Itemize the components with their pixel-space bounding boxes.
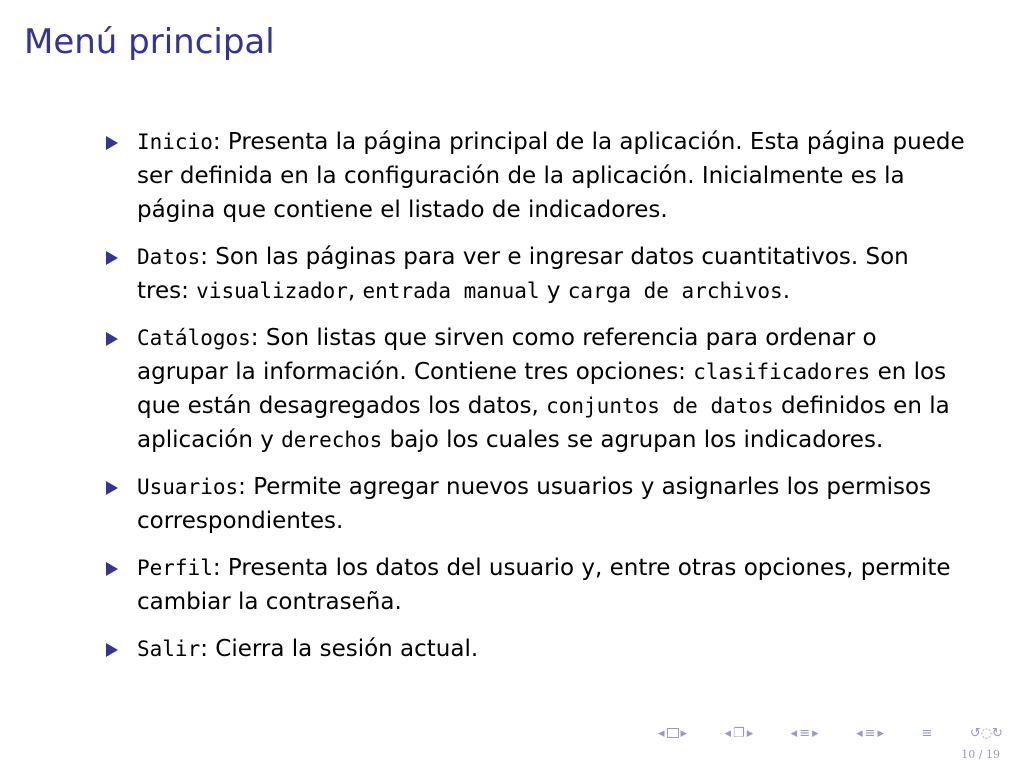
bullet-text: : Son las páginas para ver e ingresar datos cuantitativos. Son tres: — [137, 244, 909, 304]
bullet-text: : Cierra la sesión actual. — [200, 636, 479, 662]
triangle-bullet-icon — [106, 332, 118, 346]
bullet-item — [105, 125, 965, 227]
bullet-text: , — [347, 278, 363, 304]
menu-term: Salir — [137, 637, 201, 661]
bullet-item — [105, 632, 965, 666]
bullet-text: . — [782, 278, 791, 304]
menu-term: Perfil — [137, 556, 213, 580]
nav-prev-section-icon[interactable]: ◂ — [790, 725, 798, 741]
bullet-item — [105, 551, 965, 619]
bullet-text: y — [539, 278, 568, 304]
nav-next-subsection-icon[interactable]: ▸ — [746, 725, 754, 741]
triangle-bullet-icon — [106, 251, 118, 265]
nav-part-group — [856, 726, 884, 741]
bullet-item — [105, 470, 965, 538]
inline-code: conjuntos de datos — [546, 394, 774, 418]
triangle-bullet-icon — [106, 136, 118, 150]
nav-frame-group — [658, 726, 687, 741]
nav-prev-subsection-icon[interactable]: ◂ — [724, 725, 732, 741]
bullet-list — [105, 125, 965, 679]
bullet-text: definidos en la aplicación y — [137, 393, 950, 453]
bullet-text: : Presenta la página principal de la aplicación. Esta página puede ser definida en la configuración de la aplicación. Inicialmente es la página que contiene el listado de indicadores. — [137, 129, 965, 223]
menu-term: Datos — [137, 245, 201, 269]
triangle-bullet-icon — [106, 643, 118, 657]
bullet-text: : Permite agregar nuevos usuarios y asignarles los permisos correspondientes. — [137, 474, 932, 534]
nav-frame-icon — [667, 728, 679, 738]
bullet-text: bajo los cuales se agrupan los indicadores. — [382, 427, 884, 453]
inline-code: carga de archivos — [567, 279, 783, 303]
nav-document-icon[interactable]: ≡ — [921, 725, 933, 741]
bullet-item — [105, 321, 965, 457]
nav-subsection-group — [725, 726, 754, 741]
nav-next-section-icon[interactable]: ▸ — [812, 725, 819, 741]
navigation-bar — [658, 724, 1003, 742]
triangle-bullet-icon — [106, 481, 118, 495]
nav-section-group — [791, 726, 819, 741]
page-number: 10 / 19 — [961, 748, 1000, 761]
nav-subsection-icon: ❐ — [733, 725, 745, 741]
bullet-text: en los que están desagregados los datos, — [137, 359, 947, 419]
bullet-text: : Presenta los datos del usuario y, entre otras opciones, permite cambiar la contraseña. — [137, 555, 951, 615]
nav-next-frame-icon[interactable]: ▸ — [680, 725, 688, 741]
nav-prev-part-icon[interactable]: ◂ — [856, 725, 863, 741]
inline-code: derechos — [281, 428, 383, 452]
menu-term: Inicio — [137, 130, 213, 154]
bullet-text: : Son listas que sirven como referencia para ordenar o agrupar la información. Contiene tres opciones: — [137, 325, 877, 385]
menu-term: Usuarios — [137, 475, 239, 499]
nav-prev-frame-icon[interactable]: ◂ — [658, 725, 665, 741]
nav-part-icon: ≡ — [864, 725, 876, 741]
menu-term: Catálogos — [137, 326, 251, 350]
nav-search-icon[interactable]: ↺◌↻ — [969, 725, 1003, 741]
slide-title: Menú principal — [24, 22, 275, 62]
bullet-item — [105, 240, 965, 308]
inline-code: clasificadores — [693, 360, 871, 384]
inline-code: visualizador — [196, 279, 348, 303]
triangle-bullet-icon — [106, 562, 118, 576]
nav-next-part-icon[interactable]: ▸ — [877, 725, 885, 741]
nav-section-icon: ≡ — [799, 725, 811, 741]
inline-code: entrada manual — [362, 279, 540, 303]
